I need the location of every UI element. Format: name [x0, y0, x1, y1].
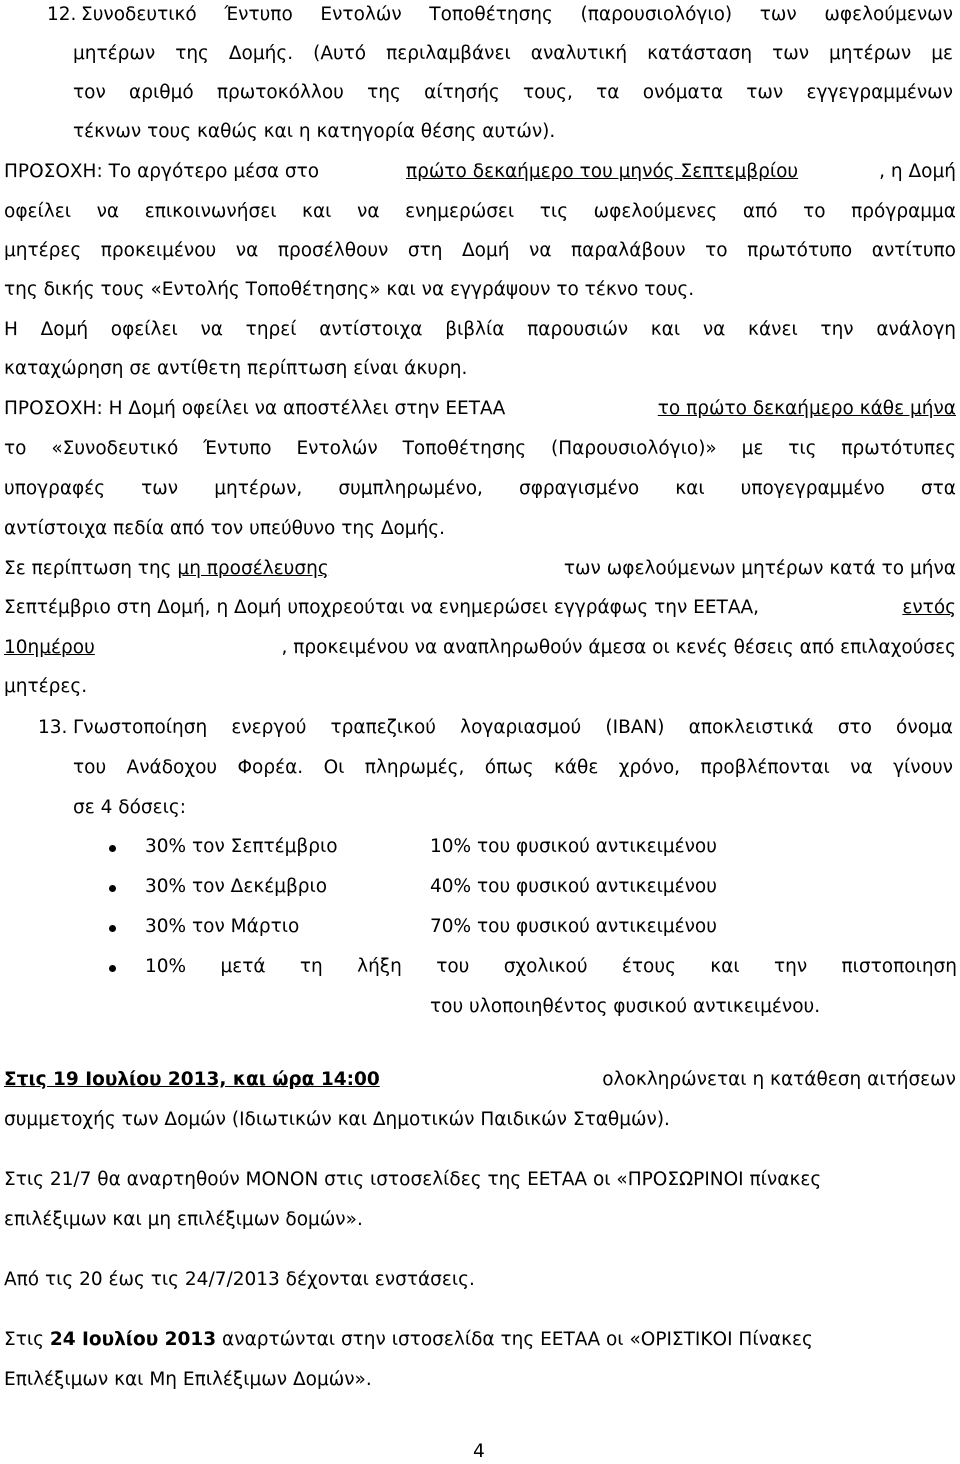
- absence-text: των ωφελούμενων μητέρων κατά το μήνα: [558, 558, 956, 579]
- notice-2-line: υπογραφές των μητέρων, συμπληρωμένο, σφραγισμένο και υπογεγραμμένο στα: [4, 478, 956, 499]
- absence-underlined: εντός: [902, 597, 956, 618]
- bullet-icon: [109, 925, 116, 932]
- installment-progress: 10% του φυσικού αντικειμένου: [430, 836, 717, 857]
- provisional-line: επιλέξιμων και μη επιλέξιμων δομών».: [4, 1209, 363, 1230]
- objections-line: Από τις 20 έως τις 24/7/2013 δέχονται ενστάσεις.: [4, 1269, 475, 1290]
- final-line: Επιλέξιμων και Μη Επιλέξιμων Δομών».: [4, 1369, 372, 1390]
- absence-line: [4, 636, 956, 662]
- installment-period: 30% τον Δεκέμβριο: [145, 876, 328, 897]
- notice-1-line: καταχώρηση σε αντίθετη περίπτωση είναι άκυρη.: [4, 358, 468, 379]
- absence-text: Σε περίπτωση της: [4, 558, 178, 579]
- notice-2-line: αντίστοιχα πεδία από τον υπεύθυνο της Δομής.: [4, 518, 446, 539]
- item-12-line: Συνοδευτικό Έντυπο Εντολών Τοποθέτησης (παρουσιολόγιο) των ωφελούμενων: [81, 4, 953, 25]
- final-text: αναρτώνται στην ιστοσελίδα της ΕΕΤΑΑ οι «ΟΡΙΣΤΙΚΟΙ Πίνακες: [216, 1329, 813, 1350]
- absence-underlined: 10ημέρου: [4, 637, 95, 658]
- absence-text: Σεπτέμβριο στη Δομή, η Δομή υποχρεούται να ενημερώσει εγγράφως την ΕΕΤΑΑ,: [4, 597, 765, 618]
- notice-1-text: ΠΡΟΣΟΧΗ: Το αργότερο μέσα στο: [4, 161, 325, 182]
- deadline-line: [4, 1068, 956, 1094]
- item-12-number: 12.: [47, 4, 77, 25]
- notice-1-text: , η Δομή: [879, 161, 956, 182]
- installment-final: του υλοποιηθέντος φυσικού αντικειμένου.: [430, 996, 821, 1017]
- absence-line: [4, 557, 956, 583]
- notice-2-text: ΠΡΟΣΟΧΗ: Η Δομή οφείλει να αποστέλλει στην ΕΕΤΑΑ: [4, 398, 512, 419]
- absence-line: [4, 596, 956, 622]
- bullet-icon: [109, 965, 116, 972]
- item-13-line: σε 4 δόσεις:: [73, 797, 186, 818]
- installment-period: 30% τον Μάρτιο: [145, 916, 300, 937]
- installment-period: 30% τον Σεπτέμβριο: [145, 836, 338, 857]
- notice-2-underlined: το πρώτο δεκαήμερο κάθε μήνα: [657, 398, 956, 419]
- absence-underlined: μη προσέλευσης: [177, 558, 329, 579]
- bullet-icon: [109, 845, 116, 852]
- absence-text: , προκειμένου να αναπληρωθούν άμεσα οι κενές θέσεις από επιλαχούσες: [281, 637, 956, 658]
- page-number: 4: [473, 1441, 485, 1462]
- item-12-line: τον αριθμό πρωτοκόλλου της αίτησής τους, τα ονόματα των εγγεγραμμένων: [73, 82, 953, 103]
- final-date: 24 Ιουλίου 2013: [49, 1329, 217, 1350]
- installment-final: 10% μετά τη λήξη του σχολικού έτους και την πιστοποιηση: [145, 956, 957, 977]
- notice-1-line: [4, 160, 956, 186]
- notice-1-line: οφείλει να επικοινωνήσει και να ενημερώσει τις ωφελούμενες από το πρόγραμμα: [4, 201, 956, 222]
- deadline-line: συμμετοχής των Δομών (Ιδιωτικών και Δημοτικών Παιδικών Σταθμών).: [4, 1109, 670, 1130]
- absence-line: μητέρες.: [4, 676, 88, 697]
- item-12-line: μητέρων της Δομής. (Αυτό περιλαμβάνει αναλυτική κατάσταση των μητέρων με: [73, 43, 953, 64]
- item-13-line: Γνωστοποίηση ενεργού τραπεζικού λογαριασμού (IBAN) αποκλειστικά στο όνομα: [73, 717, 953, 738]
- final-line: [4, 1328, 813, 1354]
- final-text: Στις: [4, 1329, 50, 1350]
- item-12-line: τέκνων τους καθώς και η κατηγορία θέσης αυτών).: [73, 121, 556, 142]
- deadline-date: Στις 19 Ιουλίου 2013, και ώρα 14:00: [4, 1069, 380, 1090]
- notice-1-line: της δικής τους «Εντολής Τοποθέτησης» και να εγγράψουν το τέκνο τους.: [4, 279, 695, 300]
- bullet-icon: [109, 885, 116, 892]
- deadline-text: ολοκληρώνεται η κατάθεση αιτήσεων: [596, 1069, 956, 1090]
- provisional-line: Στις 21/7 θα αναρτηθούν ΜΟΝΟΝ στις ιστοσελίδες της ΕΕΤΑΑ οι «ΠΡΟΣΩΡΙΝΟΙ πίνακες: [4, 1169, 822, 1190]
- notice-2-line: [4, 397, 956, 423]
- notice-1-line: Η Δομή οφείλει να τηρεί αντίστοιχα βιβλία παρουσιών και να κάνει την ανάλογη: [4, 319, 956, 340]
- notice-1-underlined: πρώτο δεκαήμερο του μηνός Σεπτεμβρίου: [406, 161, 799, 182]
- installment-progress: 40% του φυσικού αντικειμένου: [430, 876, 717, 897]
- notice-1-line: μητέρες προκειμένου να προσέλθουν στη Δομή να παραλάβουν το πρωτότυπο αντίτυπο: [4, 240, 956, 261]
- item-13-number: 13.: [38, 717, 68, 738]
- item-13-line: του Ανάδοχου Φορέα. Οι πληρωμές, όπως κάθε χρόνο, προβλέπονται να γίνουν: [73, 757, 953, 778]
- installment-progress: 70% του φυσικού αντικειμένου: [430, 916, 717, 937]
- notice-2-line: το «Συνοδευτικό Έντυπο Εντολών Τοποθέτησης (Παρουσιολόγιο)» με τις πρωτότυπες: [4, 438, 956, 459]
